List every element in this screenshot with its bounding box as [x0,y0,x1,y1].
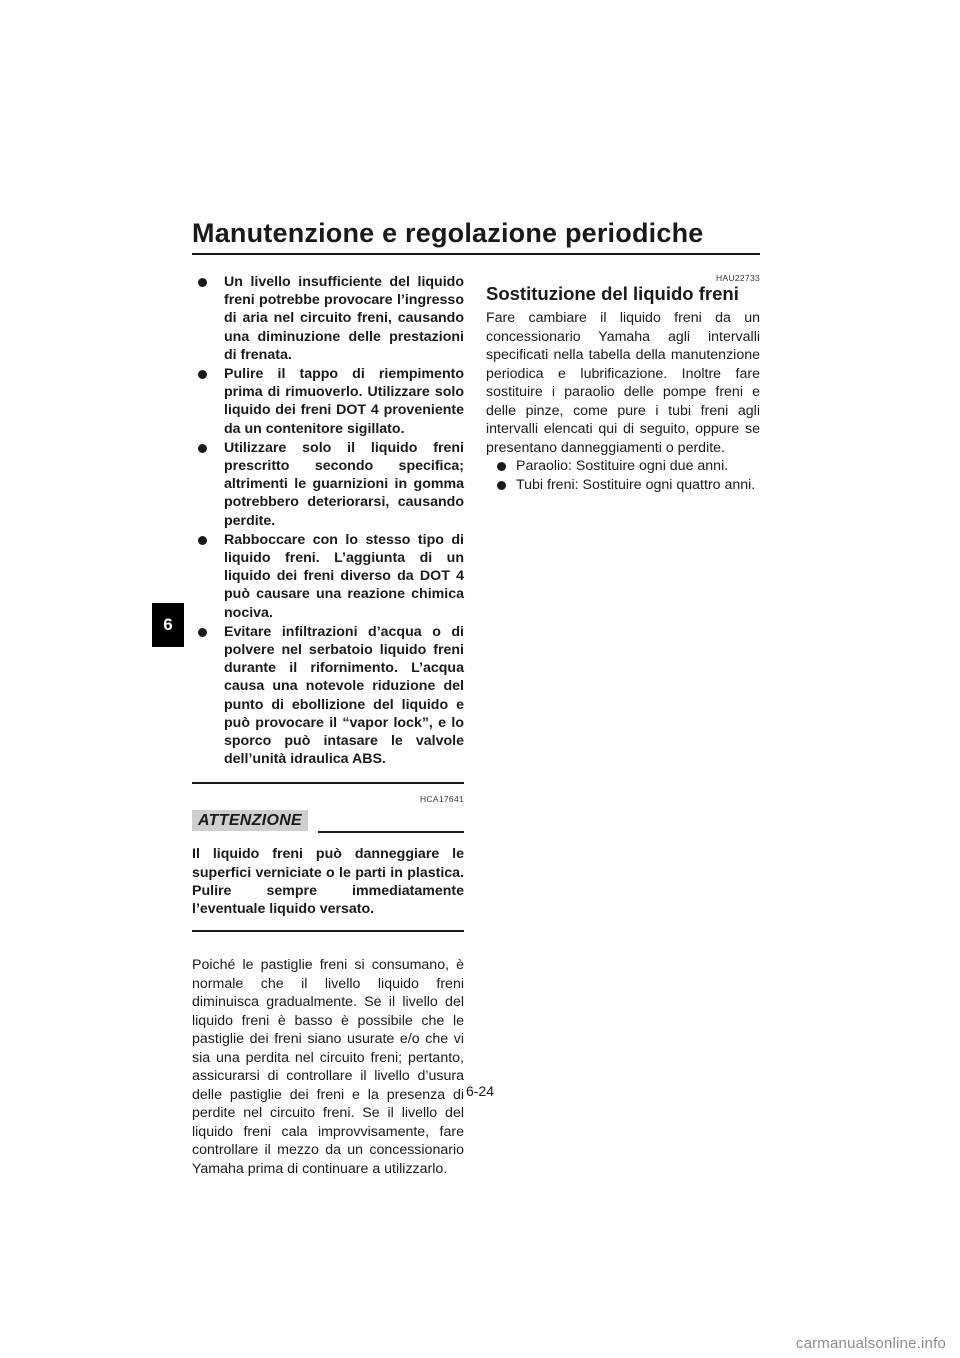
right-paragraph: Fare cambiare il liquido freni da un concessionario Yamaha agli intervalli specificati nella tabella della manutenzione periodica e lubrificazione. Inoltre fare sostituire i paraolio delle pompe freni e delle pinze, come pure i tubi freni agli intervalli elencati qui di seguito, oppure se presentano danneggiamenti o perdite. [486,310,760,456]
replacement-item-1: Paraolio: Sostituire ogni due anni. [486,457,760,476]
section-code: HAU22733 [716,273,760,283]
warning-item-4: Rabboccare con lo stesso tipo di liquido freni. L’aggiunta di un liquido dei freni diverso da DOT 4 può causare una reazione chimica nociva. [192,531,464,622]
left-column [192,273,464,1178]
section-title: Sostituzione del liquido freni [486,283,739,304]
replacement-item-2: Tubi freni: Sostituire ogni quattro anni. [486,476,760,495]
attention-header [192,810,464,831]
right-column [486,273,760,494]
chapter-tab: 6 [152,603,184,647]
warning-item-2: Pulire il tappo di riempimento prima di rimuoverlo. Utilizzare solo liquido dei freni DOT 4 proveniente da un contenitore sigillato. [192,365,464,438]
page-title: Manutenzione e regolazione periodiche [192,218,704,248]
page-number: 6-24 [465,1083,495,1099]
attention-end-rule [192,930,464,932]
warning-item-3: Utilizzare solo il liquido freni prescritto secondo specifica; altrimenti le guarnizioni in gomma potrebbero deteriorarsi, causando perdite. [192,439,464,530]
left-paragraph: Poiché le pastiglie freni si consumano, è normale che il livello liquido freni diminuisca gradualmente. Se il livello del liquido freni è basso è possibile che le pastiglie dei freni siano usurate e/o che vi sia una perdita nel circuito freni; pertanto, assicurarsi di controllare il livello d’usura delle pastiglie dei freni e la presenza di perdite nel circuito freni. Se il livello del liquido freni cala improvvisamente, fare controllare il mezzo da un concessionario Yamaha prima di continuare a utilizzarlo. [192,957,464,1177]
attention-label: ATTENZIONE [192,810,308,831]
warning-item-1: Un livello insufficiente del liquido freni potrebbe provocare l’ingresso di aria nel circuito freni, causando una diminuzione delle prestazioni di frenata. [192,273,464,364]
warning-item-5: Evitare infiltrazioni d’acqua o di polvere nel serbatoio liquido freni durante il rifornimento. L’acqua causa una notevole riduzione del punto di ebollizione del liquido e può provocare il “vapor lock”, e lo sporco può intasare le valvole dell’unità idraulica ABS. [192,623,464,769]
title-rule [192,253,760,255]
replacement-list [486,457,760,494]
warning-end-rule [192,782,464,784]
attention-code: HCA17641 [420,794,464,805]
warning-list [192,273,464,768]
attention-rule [318,831,464,833]
attention-text: Il liquido freni può danneggiare le superfici verniciate o le parti in plastica. Pulire sempre immediatamente l’eventuale liquido versato. [192,846,464,918]
watermark-logo: carmanualsonline.info [795,1335,946,1352]
